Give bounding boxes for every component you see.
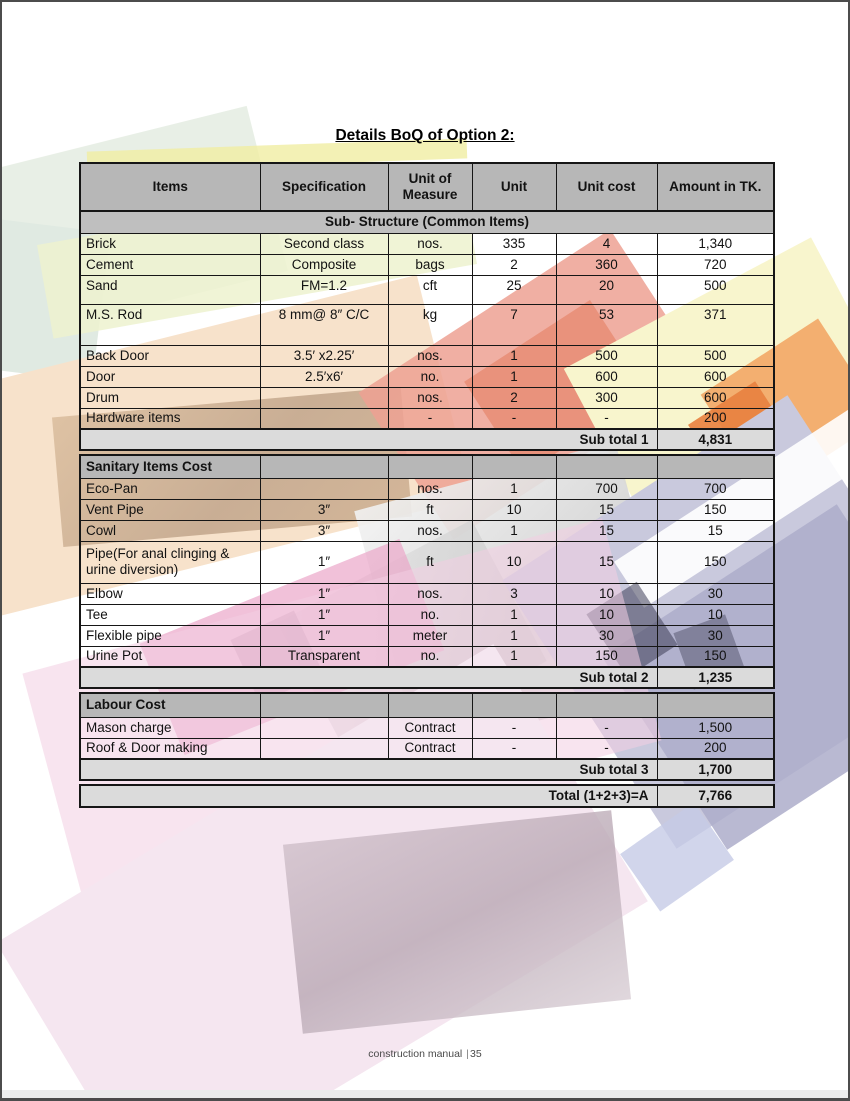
cell-specification (260, 478, 388, 499)
cell-unit-cost: 300 (556, 387, 657, 408)
footer-label: construction manual (368, 1048, 463, 1060)
section-row (80, 455, 774, 478)
table-row (80, 233, 774, 254)
cell-specification: 1″ (260, 541, 388, 583)
page-title: Details BoQ of Option 2: (335, 127, 515, 144)
cell-specification: 1″ (260, 583, 388, 604)
cell-amount: 30 (657, 583, 774, 604)
table-row (80, 254, 774, 275)
cell-unit: - (472, 738, 556, 759)
cell-amount: 371 (657, 304, 774, 345)
column-header: Amount in TK. (657, 163, 774, 211)
cell-amount: 150 (657, 646, 774, 667)
cell-items: Hardware items (80, 408, 260, 429)
cell-unit-of-measure: nos. (388, 233, 472, 254)
cell-specification: 3.5′ x2.25′ (260, 345, 388, 366)
cell-unit: 10 (472, 499, 556, 520)
collage-photo-door (283, 810, 631, 1033)
cell-unit-of-measure: ft (388, 541, 472, 583)
cell-specification: 1″ (260, 625, 388, 646)
cell-items: Tee (80, 604, 260, 625)
subtotal-label: Sub total 1 (80, 429, 657, 450)
section-row (80, 693, 774, 717)
table-row (80, 366, 774, 387)
cell-unit-of-measure: nos. (388, 387, 472, 408)
cell-unit-of-measure: Contract (388, 738, 472, 759)
cell-unit-cost: - (556, 408, 657, 429)
cell-items: Elbow (80, 583, 260, 604)
cell-items: Mason charge (80, 717, 260, 738)
cell-items: Cement (80, 254, 260, 275)
cell-amount: 500 (657, 345, 774, 366)
cell-amount: 10 (657, 604, 774, 625)
cell-unit-of-measure: nos. (388, 583, 472, 604)
cell-items: Urine Pot (80, 646, 260, 667)
cell-amount: 150 (657, 499, 774, 520)
cell-unit-of-measure: cft (388, 275, 472, 304)
cell-specification: 3″ (260, 520, 388, 541)
cell-unit-cost: 53 (556, 304, 657, 345)
cell-unit-cost: 15 (556, 541, 657, 583)
empty-cell (472, 693, 556, 717)
cell-unit-cost: 15 (556, 499, 657, 520)
table-row (80, 541, 774, 583)
empty-cell (260, 693, 388, 717)
cell-specification: Second class (260, 233, 388, 254)
empty-cell (657, 693, 774, 717)
section-title: Sanitary Items Cost (80, 455, 260, 478)
cell-unit: 1 (472, 625, 556, 646)
cell-unit-of-measure: no. (388, 366, 472, 387)
cell-unit-of-measure: bags (388, 254, 472, 275)
cell-items: M.S. Rod (80, 304, 260, 345)
table-row (80, 408, 774, 429)
cell-specification: FM=1.2 (260, 275, 388, 304)
column-header: Unit of Measure (388, 163, 472, 211)
cell-unit: 10 (472, 541, 556, 583)
cell-amount: 150 (657, 541, 774, 583)
column-header: Unit (472, 163, 556, 211)
cell-unit: 1 (472, 646, 556, 667)
cell-amount: 200 (657, 738, 774, 759)
table-row (80, 499, 774, 520)
cell-specification (260, 387, 388, 408)
cell-unit-of-measure: meter (388, 625, 472, 646)
boq-table-block (79, 784, 775, 808)
cell-unit-cost: 4 (556, 233, 657, 254)
cell-unit-of-measure: ft (388, 499, 472, 520)
cell-specification (260, 738, 388, 759)
table-row (80, 738, 774, 759)
cell-unit: 1 (472, 478, 556, 499)
cell-unit: 7 (472, 304, 556, 345)
cell-unit: 2 (472, 387, 556, 408)
table-row (80, 478, 774, 499)
cell-unit: 1 (472, 366, 556, 387)
empty-cell (556, 455, 657, 478)
cell-unit-of-measure: nos. (388, 478, 472, 499)
column-header: Unit cost (556, 163, 657, 211)
subtotal-row (80, 429, 774, 450)
cell-unit: 1 (472, 345, 556, 366)
section-title: Sub- Structure (Common Items) (80, 211, 774, 233)
cell-unit-cost: 150 (556, 646, 657, 667)
table-row (80, 646, 774, 667)
cell-unit: - (472, 717, 556, 738)
subtotal-amount: 4,831 (657, 429, 774, 450)
empty-cell (556, 693, 657, 717)
subtotal-amount: 1,235 (657, 667, 774, 688)
cell-unit: 3 (472, 583, 556, 604)
cell-amount: 30 (657, 625, 774, 646)
cell-items: Eco-Pan (80, 478, 260, 499)
subtotal-row (80, 759, 774, 780)
table-row (80, 717, 774, 738)
subtotal-label: Sub total 2 (80, 667, 657, 688)
cell-items: Pipe(For anal clinging & urine diversion) (80, 541, 260, 583)
cell-unit-of-measure: Contract (388, 717, 472, 738)
total-label: Total (1+2+3)=A (80, 785, 657, 807)
cell-items: Cowl (80, 520, 260, 541)
cell-amount: 200 (657, 408, 774, 429)
empty-cell (260, 455, 388, 478)
cell-unit-of-measure: nos. (388, 345, 472, 366)
cell-unit-of-measure: no. (388, 646, 472, 667)
cell-items: Back Door (80, 345, 260, 366)
table-row (80, 275, 774, 304)
table-row (80, 583, 774, 604)
boq-table (79, 162, 777, 808)
header-row (80, 163, 774, 211)
table-row (80, 625, 774, 646)
cell-unit-cost: 20 (556, 275, 657, 304)
cell-specification: 8 mm@ 8″ C/C (260, 304, 388, 345)
section-title: Labour Cost (80, 693, 260, 717)
cell-unit-of-measure: no. (388, 604, 472, 625)
table-row (80, 304, 774, 345)
cell-amount: 1,500 (657, 717, 774, 738)
cell-amount: 720 (657, 254, 774, 275)
cell-items: Roof & Door making (80, 738, 260, 759)
table-row (80, 604, 774, 625)
cell-items: Vent Pipe (80, 499, 260, 520)
cell-items: Sand (80, 275, 260, 304)
boq-table-block (79, 454, 775, 689)
cell-amount: 500 (657, 275, 774, 304)
cell-unit: 2 (472, 254, 556, 275)
cell-amount: 15 (657, 520, 774, 541)
cell-unit: 1 (472, 520, 556, 541)
cell-unit-cost: 10 (556, 604, 657, 625)
table-row (80, 387, 774, 408)
cell-unit-cost: - (556, 738, 657, 759)
boq-table-block (79, 162, 775, 451)
cell-unit-cost: 700 (556, 478, 657, 499)
cell-amount: 700 (657, 478, 774, 499)
total-amount: 7,766 (657, 785, 774, 807)
cell-unit-of-measure: nos. (388, 520, 472, 541)
cell-unit: 25 (472, 275, 556, 304)
cell-items: Drum (80, 387, 260, 408)
footer-page-number: 35 (470, 1048, 482, 1060)
cell-items: Flexible pipe (80, 625, 260, 646)
cell-specification: 1″ (260, 604, 388, 625)
cell-unit: 1 (472, 604, 556, 625)
cell-unit-cost: - (556, 717, 657, 738)
empty-cell (388, 693, 472, 717)
cell-amount: 1,340 (657, 233, 774, 254)
table-row (80, 345, 774, 366)
cell-unit: 335 (472, 233, 556, 254)
empty-cell (388, 455, 472, 478)
table-row (80, 520, 774, 541)
cell-specification (260, 408, 388, 429)
cell-unit-cost: 360 (556, 254, 657, 275)
cell-unit-cost: 500 (556, 345, 657, 366)
page-footer (2, 1048, 848, 1060)
cell-specification (260, 717, 388, 738)
subtotal-amount: 1,700 (657, 759, 774, 780)
total-row (80, 785, 774, 807)
cell-unit-cost: 30 (556, 625, 657, 646)
footer-separator: | (466, 1048, 469, 1060)
cell-items: Brick (80, 233, 260, 254)
column-header: Items (80, 163, 260, 211)
column-header: Specification (260, 163, 388, 211)
cell-unit-of-measure: - (388, 408, 472, 429)
empty-cell (657, 455, 774, 478)
subtotal-label: Sub total 3 (80, 759, 657, 780)
empty-cell (472, 455, 556, 478)
cell-specification: Composite (260, 254, 388, 275)
section-row (80, 211, 774, 233)
cell-amount: 600 (657, 366, 774, 387)
cell-specification: Transparent (260, 646, 388, 667)
boq-table-block (79, 692, 775, 781)
cell-unit: - (472, 408, 556, 429)
cell-unit-cost: 600 (556, 366, 657, 387)
cell-specification: 2.5′x6′ (260, 366, 388, 387)
page-bottom-strip (2, 1090, 848, 1098)
cell-unit-of-measure: kg (388, 304, 472, 345)
subtotal-row (80, 667, 774, 688)
cell-specification: 3″ (260, 499, 388, 520)
cell-unit-cost: 10 (556, 583, 657, 604)
cell-items: Door (80, 366, 260, 387)
cell-amount: 600 (657, 387, 774, 408)
cell-unit-cost: 15 (556, 520, 657, 541)
